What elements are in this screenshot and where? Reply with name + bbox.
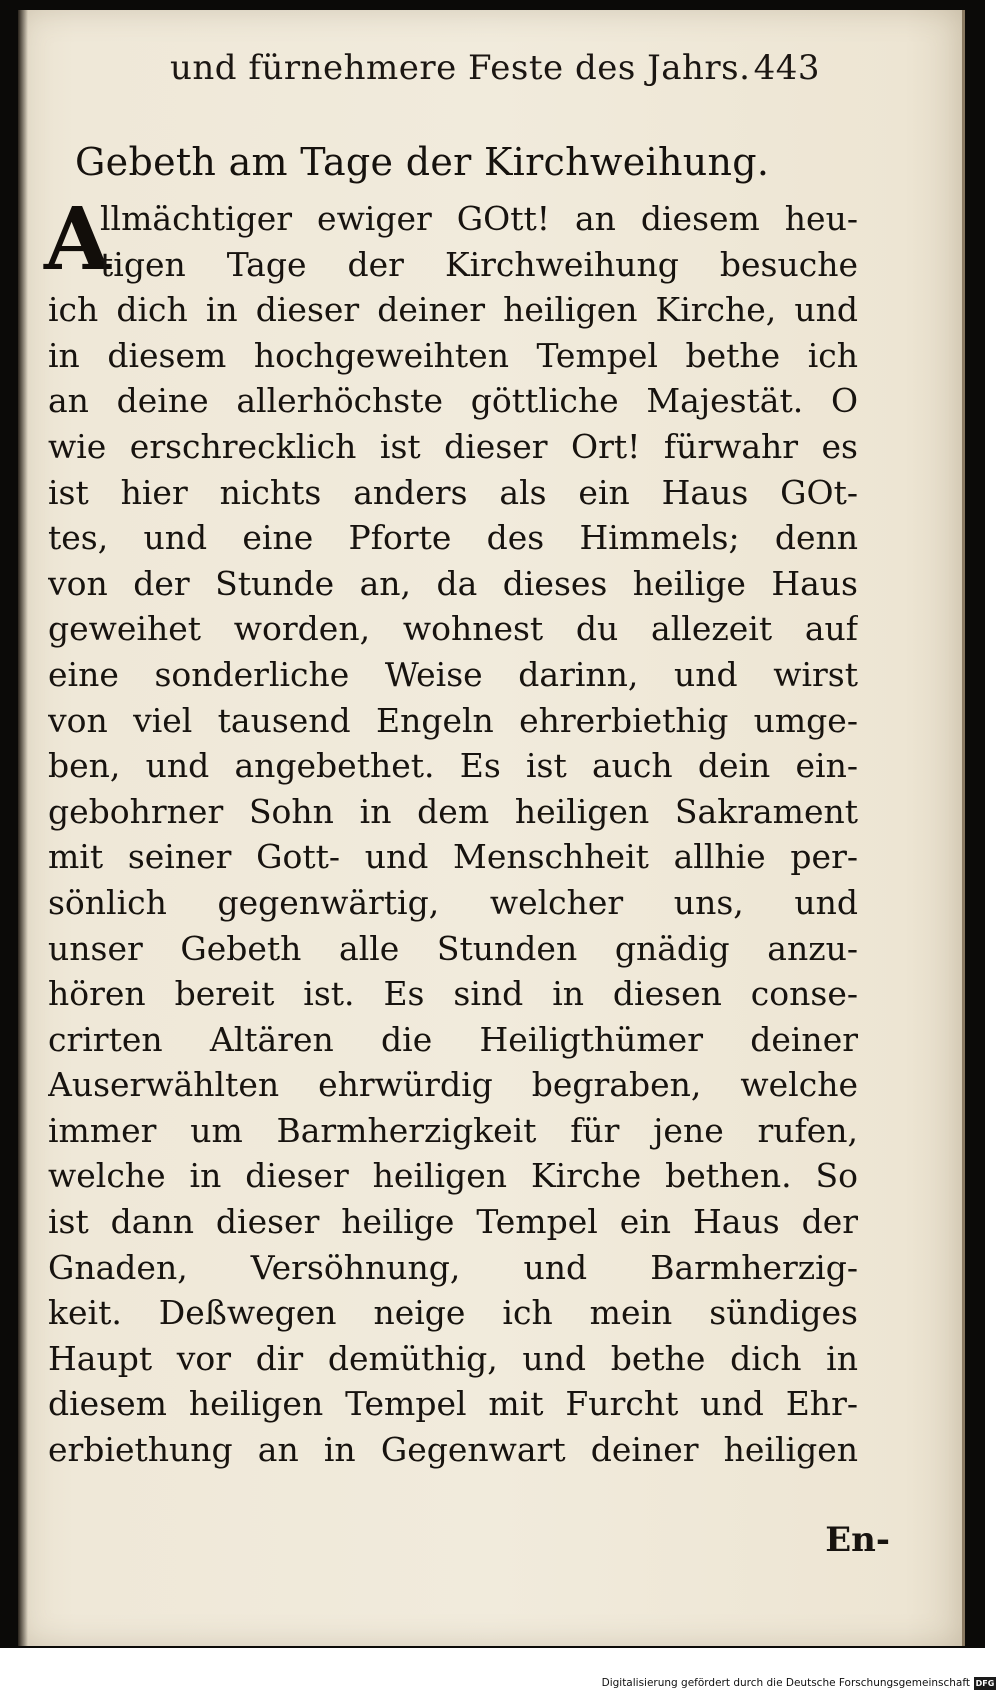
text-line: von der Stunde an, da dieses heilige Haus: [48, 563, 858, 603]
text-line: unser Gebeth alle Stunden gnädig anzu-: [48, 928, 858, 968]
text-line: in diesem hochgeweihten Tempel bethe ich: [48, 335, 858, 375]
drop-cap: A: [44, 189, 111, 290]
text-line: diesem heiligen Tempel mit Furcht und Ehr-: [48, 1384, 858, 1424]
text-line: hören bereit ist. Es sind in diesen conse-: [48, 974, 858, 1014]
text-line: keit. Deßwegen neige ich mein sündiges: [48, 1293, 858, 1333]
text-line: eine sonderliche Weise darinn, und wirst: [48, 654, 858, 694]
text-line: an deine allerhöchste göttliche Majestät. O: [48, 381, 858, 421]
prayer-heading: Gebeth am Tage der Kirchweihung.: [75, 140, 770, 184]
text-line: ich dich in dieser deiner heiligen Kirche, und: [48, 290, 858, 330]
text-line: Gnaden, Versöhnung, und Barmherzig-: [48, 1247, 858, 1287]
running-head-text: und fürnehmere Feste des Jahrs.: [170, 48, 751, 88]
text-line: geweihet worden, wohnest du allezeit auf: [48, 609, 858, 649]
text-line: ist dann dieser heilige Tempel ein Haus der: [48, 1202, 858, 1242]
text-line: gebohrner Sohn in dem heiligen Sakrament: [48, 791, 858, 831]
catchword: En-: [825, 1520, 890, 1560]
text-line: tigen Tage der Kirchweihung besuche: [100, 244, 858, 284]
body-text: [48, 196, 858, 1473]
text-line: ist hier nichts anders als ein Haus GOt-: [48, 472, 858, 512]
text-line: erbiethung an in Gegenwart deiner heiligen: [48, 1430, 858, 1470]
dfg-logo-icon: DFG: [975, 1679, 995, 1688]
text-line: mit seiner Gott- und Menschheit allhie per-: [48, 837, 858, 877]
page-number: 443: [753, 48, 820, 88]
text-line: llmächtiger ewiger GOtt! an diesem heu-: [100, 199, 858, 238]
text-line: Haupt vor dir demüthig, und bethe dich in: [48, 1338, 858, 1378]
text-line: crirten Altären die Heiligthümer deiner: [48, 1019, 858, 1059]
text-line: welche in dieser heiligen Kirche bethen. So: [48, 1156, 858, 1196]
text-line: Auserwählten ehrwürdig begraben, welche: [48, 1065, 858, 1105]
text-line: sönlich gegenwärtig, welcher uns, und: [48, 882, 858, 922]
page-gutter-shadow: [18, 10, 28, 1646]
text-line: von viel tausend Engeln ehrerbiethig umge-: [48, 700, 858, 740]
running-head: [150, 48, 840, 98]
digitization-attribution: Digitalisierung gefördert durch die Deutsche Forschungsgemeinschaft: [601, 1677, 970, 1689]
text-line: immer um Barmherzigkeit für jene rufen,: [48, 1110, 858, 1150]
text-line: ben, und angebethet. Es ist auch dein ein-: [48, 746, 858, 786]
text-line: wie erschrecklich ist dieser Ort! fürwahr es: [48, 426, 858, 466]
text-line: tes, und eine Pforte des Himmels; denn: [48, 518, 858, 558]
